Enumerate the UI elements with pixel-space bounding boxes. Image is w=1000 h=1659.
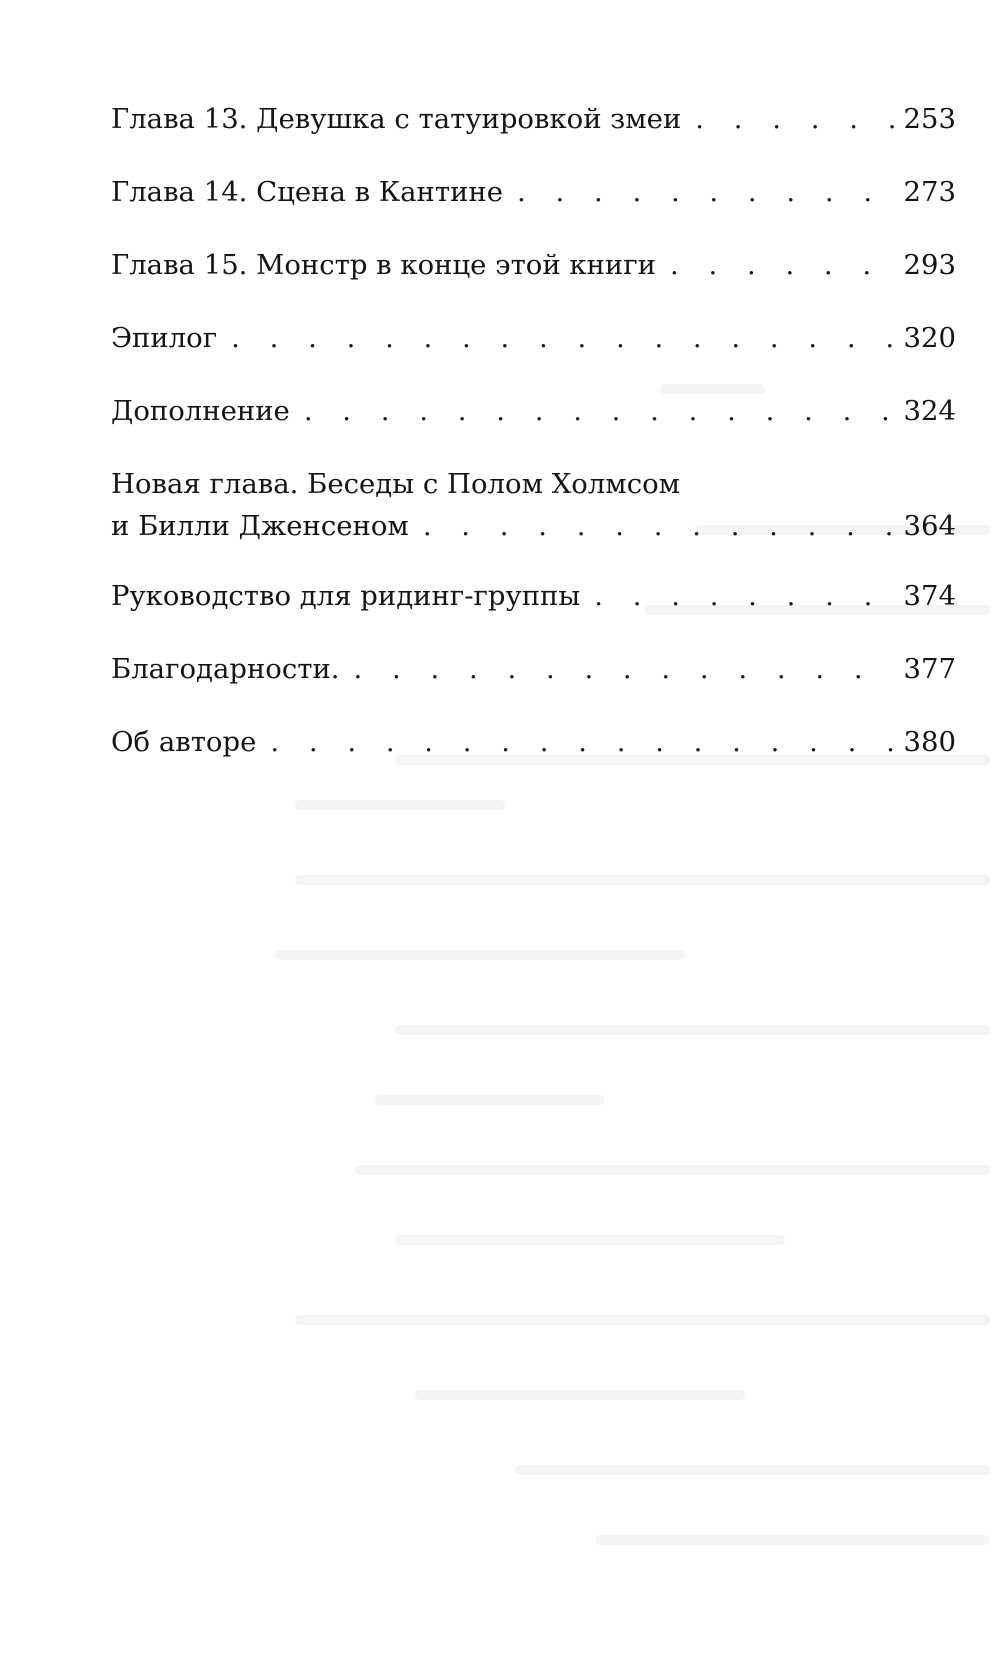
- toc-entry-chapter-13[interactable]: [111, 98, 956, 171]
- toc-entry-title: Об авторе: [111, 726, 257, 758]
- toc-entry-title: Руководство для ридинг-группы: [111, 580, 581, 612]
- dot-leader: [270, 721, 893, 763]
- toc-entry-epilogue[interactable]: [111, 317, 956, 390]
- toc-entry-title-line-2: и Билли Дженсеном: [111, 510, 409, 542]
- dot-leader: [670, 244, 894, 286]
- dot-leader: [517, 171, 893, 213]
- toc-entry-page-number: 374: [903, 580, 956, 612]
- toc-entry-page-number: 253: [903, 103, 956, 135]
- toc-entry-title-line-1: Новая глава. Беседы с Полом Холмсом: [111, 468, 681, 500]
- toc-entry-title: Дополнение: [111, 395, 290, 427]
- toc-entry-page-number: 377: [903, 653, 956, 685]
- dot-leader: [231, 317, 893, 359]
- toc-entry-title: Глава 13. Девушка с татуировкой змеи: [111, 103, 682, 135]
- toc-entry-page-number: 293: [903, 249, 956, 281]
- toc-entry-page-number: 380: [903, 726, 956, 758]
- toc-entry-about-author[interactable]: [111, 721, 956, 794]
- toc-entry-acknowledgements[interactable]: [111, 648, 956, 721]
- dot-leader: [304, 390, 894, 432]
- dot-leader: [423, 505, 894, 547]
- toc-entry-title: Благодарности.: [111, 653, 340, 685]
- toc-entry-chapter-14[interactable]: [111, 171, 956, 244]
- toc-entry-page-number: 320: [903, 322, 956, 354]
- toc-entry-title: Глава 14. Сцена в Кантине: [111, 176, 504, 208]
- toc-entry-new-chapter[interactable]: [111, 463, 956, 575]
- toc-entry-page-number: 364: [903, 510, 956, 542]
- toc-entry-page-number: 324: [903, 395, 956, 427]
- toc-entry-chapter-15[interactable]: [111, 244, 956, 317]
- dot-leader: [594, 575, 893, 617]
- toc-entry-supplement[interactable]: [111, 390, 956, 463]
- toc-entry-title: Эпилог: [111, 322, 218, 354]
- dot-leader: [354, 648, 894, 690]
- dot-leader: [695, 98, 893, 140]
- toc-entry-reading-group-guide[interactable]: [111, 575, 956, 648]
- table-of-contents: [111, 98, 956, 794]
- toc-entry-title: Глава 15. Монстр в конце этой книги: [111, 249, 656, 281]
- toc-entry-page-number: 273: [903, 176, 956, 208]
